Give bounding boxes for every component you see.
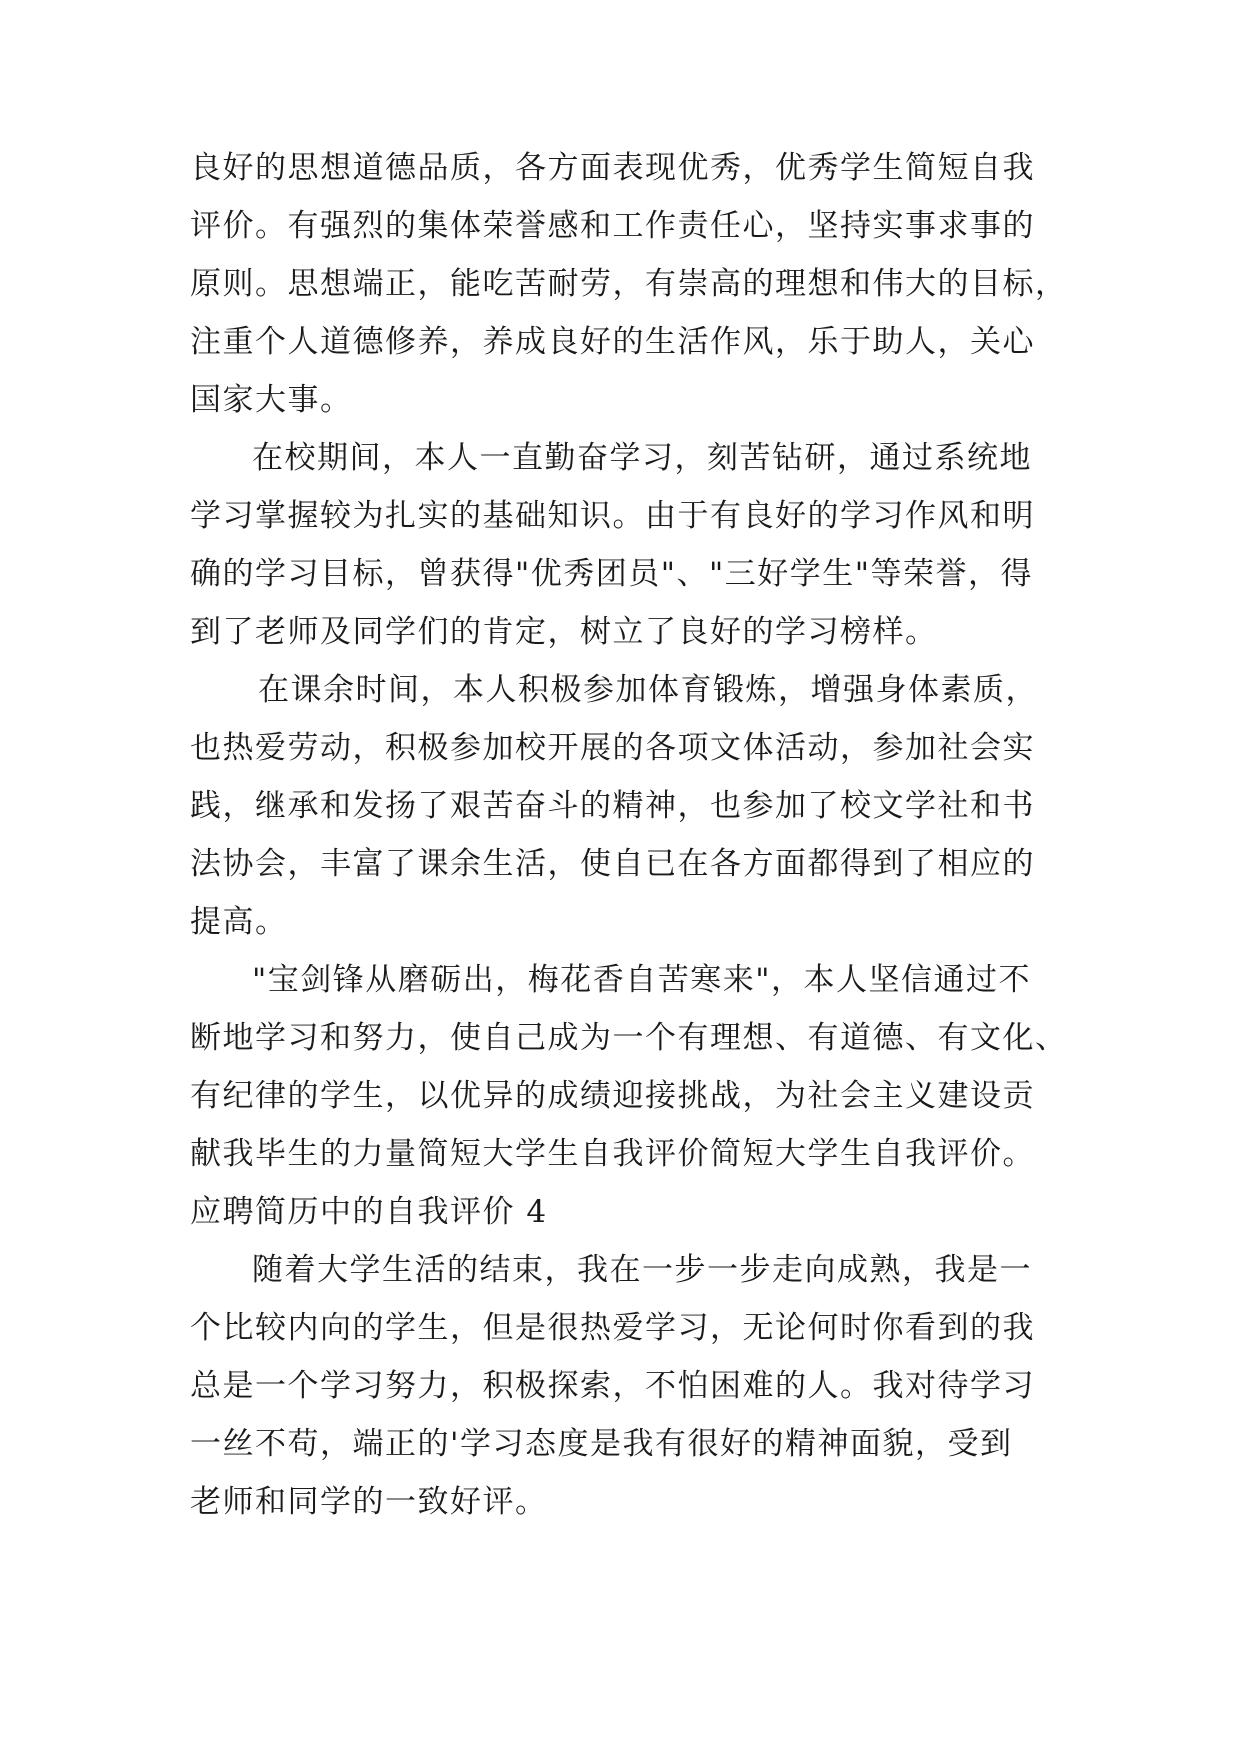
text-line: 国家大事。 xyxy=(190,382,353,418)
text-line: 个比较内向的学生，但是很热爱学习，无论何时你看到的我 xyxy=(190,1310,1035,1346)
paragraph-first-line: 在校期间，本人一直勤奋学习，刻苦钻研，通过系统地 xyxy=(252,440,1032,476)
text-line: 总是一个学习努力，积极探索，不怕困难的人。我对待学习 xyxy=(190,1368,1035,1404)
text-line: 献我毕生的力量简短大学生自我评价简短大学生自我评价。 xyxy=(190,1136,1035,1172)
paragraph-first-line: "宝剑锋从磨砺出，梅花香自苦寒来"，本人坚信通过不 xyxy=(252,962,1032,998)
text-line: 到了老师及同学们的肯定，树立了良好的学习榜样。 xyxy=(190,614,938,650)
text-line: 老师和同学的一致好评。 xyxy=(190,1484,548,1520)
text-line: 践，继承和发扬了艰苦奋斗的精神，也参加了校文学社和书 xyxy=(190,788,1035,824)
text-line: 注重个人道德修养，养成良好的生活作风，乐于助人，关心 xyxy=(190,324,1035,360)
text-line: 评价。有强烈的集体荣誉感和工作责任心，坚持实事求事的 xyxy=(190,208,1035,244)
text-line: 也热爱劳动，积极参加校开展的各项文体活动，参加社会实 xyxy=(190,730,1035,766)
text-line: 法协会，丰富了课余生活，使自已在各方面都得到了相应的 xyxy=(190,846,1035,882)
text-line: 有纪律的学生，以优异的成绩迎接挑战，为社会主义建设贡 xyxy=(190,1078,1035,1114)
paragraph-first-line: 随着大学生活的结束，我在一步一步走向成熟，我是一 xyxy=(252,1252,1032,1288)
text-line: 原则。思想端正，能吃苦耐劳，有崇高的理想和伟大的目标， xyxy=(190,266,1068,302)
text-line: 提高。 xyxy=(190,904,288,940)
paragraph-first-line: 在课余时间，本人积极参加体育锻炼，增强身体素质， xyxy=(258,672,1038,708)
text-line: 一丝不苟，端正的'学习态度是我有很好的精神面貌，受到 xyxy=(190,1426,1013,1462)
text-line: 良好的思想道德品质，各方面表现优秀，优秀学生简短自我 xyxy=(190,150,1035,186)
text-line: 学习掌握较为扎实的基础知识。由于有良好的学习作风和明 xyxy=(190,498,1035,534)
section-heading: 应聘简历中的自我评价 4 xyxy=(190,1194,548,1230)
text-line: 确的学习目标，曾获得"优秀团员"、"三好学生"等荣誉，得 xyxy=(190,556,1034,592)
text-line: 断地学习和努力，使自己成为一个有理想、有道德、有文化、 xyxy=(190,1020,1068,1056)
